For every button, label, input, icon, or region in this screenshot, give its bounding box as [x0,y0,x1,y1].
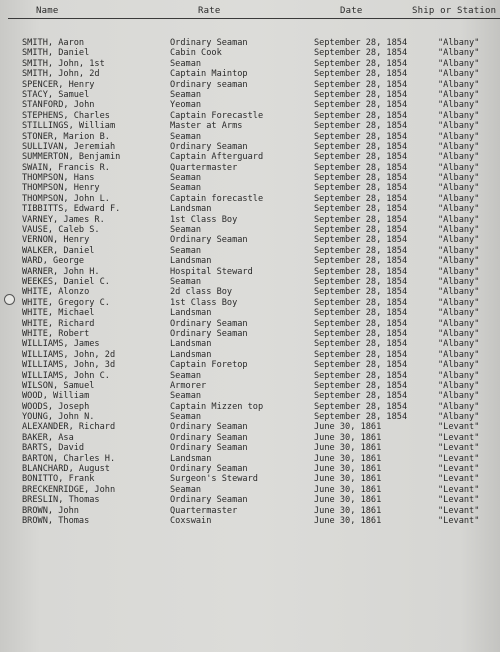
row-date: September 28, 1854 [314,235,408,246]
row-ship: "Albany" [438,131,480,142]
table-row [0,422,500,432]
row-rate: Landsman [170,204,212,215]
row-ship: "Albany" [438,204,480,215]
row-ship: "Albany" [438,266,480,277]
table-row [0,90,500,100]
table-row [0,381,500,391]
row-name: BROWN, John [22,505,79,516]
row-date: September 28, 1854 [314,193,408,204]
row-rate: Seaman [170,484,202,495]
row-ship: "Levant" [438,474,480,485]
row-date: September 28, 1854 [314,245,408,256]
row-name: STACY, Samuel [22,89,90,100]
row-name: WOODS, Joseph [22,401,90,412]
row-rate: Captain Maintop [170,69,248,80]
header-ship: Ship or Station [412,6,497,16]
table-row [0,121,500,131]
row-name: WHITE, Gregory C. [22,297,110,308]
row-rate: Surgeon's Steward [170,474,258,485]
header-rule [8,18,500,19]
row-rate: Armorer [170,380,207,391]
row-rate: Captain Foretop [170,360,248,371]
row-ship: "Albany" [438,370,480,381]
row-name: WILLIAMS, John C. [22,370,110,381]
row-rate: Captain forecastle [170,193,264,204]
row-rate: Landsman [170,339,212,350]
row-ship: "Albany" [438,308,480,319]
row-ship: "Albany" [438,276,480,287]
row-name: THOMPSON, Hans [22,173,95,184]
row-name: WARD, George [22,256,85,267]
row-date: September 28, 1854 [314,214,408,225]
header-name: Name [36,6,59,16]
row-date: June 30, 1861 [314,422,382,433]
row-rate: Ordinary seaman [170,79,248,90]
row-name: BLANCHARD, August [22,464,110,475]
row-ship: "Albany" [438,380,480,391]
table-row [0,100,500,110]
table-row [0,256,500,266]
table-row [0,277,500,287]
row-ship: "Albany" [438,58,480,69]
row-ship: "Levant" [438,495,480,506]
row-ship: "Albany" [438,162,480,173]
row-date: September 28, 1854 [314,287,408,298]
row-rate: 1st Class Boy [170,297,238,308]
row-name: VARNEY, James R. [22,214,105,225]
row-date: September 28, 1854 [314,318,408,329]
table-row [0,183,500,193]
row-rate: Seaman [170,370,202,381]
row-name: WEEKES, Daniel C. [22,276,110,287]
row-rate: Landsman [170,308,212,319]
row-name: SUMMERTON, Benjamin [22,152,121,163]
table-row [0,80,500,90]
row-ship: "Albany" [438,110,480,121]
row-rate: Ordinary Seaman [170,432,248,443]
table-row [0,111,500,121]
table-row [0,443,500,453]
row-rate: Ordinary Seaman [170,235,248,246]
table-row [0,350,500,360]
row-ship: "Albany" [438,349,480,360]
row-name: WHITE, Alonzo [22,287,90,298]
row-date: June 30, 1861 [314,484,382,495]
table-row [0,163,500,173]
row-rate: Hospital Steward [170,266,253,277]
row-ship: "Levant" [438,443,480,454]
table-row [0,308,500,318]
row-rate: Ordinary Seaman [170,422,248,433]
row-rate: Seaman [170,245,202,256]
row-rate: Ordinary Seaman [170,141,248,152]
row-rate: Seaman [170,276,202,287]
row-name: VERNON, Henry [22,235,90,246]
row-ship: "Albany" [438,391,480,402]
table-row [0,329,500,339]
row-rate: Ordinary Seaman [170,464,248,475]
roster-list [0,38,500,526]
row-date: September 28, 1854 [314,141,408,152]
table-row [0,433,500,443]
row-date: September 28, 1854 [314,360,408,371]
table-row [0,371,500,381]
row-ship: "Albany" [438,79,480,90]
row-rate: Seaman [170,131,202,142]
table-row [0,319,500,329]
row-date: June 30, 1861 [314,474,382,485]
row-rate: Captain Forecastle [170,110,264,121]
row-name: SWAIN, Francis R. [22,162,110,173]
table-row [0,464,500,474]
row-ship: "Albany" [438,38,480,48]
row-name: BARTON, Charles H. [22,453,116,464]
row-date: September 28, 1854 [314,38,408,48]
row-name: WOOD, William [22,391,90,402]
row-name: WILLIAMS, John, 3d [22,360,116,371]
table-row [0,38,500,48]
row-rate: Ordinary Seaman [170,318,248,329]
row-rate: Seaman [170,173,202,184]
row-date: September 28, 1854 [314,328,408,339]
row-date: September 28, 1854 [314,79,408,90]
header-date: Date [340,6,363,16]
row-ship: "Albany" [438,339,480,350]
row-date: September 28, 1854 [314,131,408,142]
row-rate: Landsman [170,453,212,464]
table-row [0,485,500,495]
table-row [0,454,500,464]
row-date: September 28, 1854 [314,391,408,402]
row-ship: "Albany" [438,297,480,308]
row-ship: "Levant" [438,464,480,475]
table-row [0,194,500,204]
row-date: September 28, 1854 [314,225,408,236]
row-name: SULLIVAN, Jeremiah [22,141,116,152]
row-ship: "Levant" [438,505,480,516]
row-date: September 28, 1854 [314,380,408,391]
row-date: September 28, 1854 [314,370,408,381]
table-row [0,235,500,245]
row-name: SMITH, Aaron [22,38,85,48]
row-name: SMITH, John, 1st [22,58,105,69]
row-ship: "Albany" [438,141,480,152]
row-date: June 30, 1861 [314,453,382,464]
table-row [0,204,500,214]
row-name: STONER, Marion B. [22,131,110,142]
row-rate: Quartermaster [170,505,238,516]
table-row [0,402,500,412]
row-name: SPENCER, Henry [22,79,95,90]
row-rate: Seaman [170,225,202,236]
table-row [0,298,500,308]
row-ship: "Albany" [438,235,480,246]
row-rate: 2d class Boy [170,287,233,298]
row-ship: "Albany" [438,100,480,111]
row-name: WALKER, Daniel [22,245,95,256]
row-rate: Seaman [170,412,202,423]
row-ship: "Albany" [438,412,480,423]
row-name: VAUSE, Caleb S. [22,225,100,236]
row-ship: "Albany" [438,256,480,267]
row-rate: Seaman [170,89,202,100]
row-name: WHITE, Michael [22,308,95,319]
row-name: WARNER, John H. [22,266,100,277]
row-date: September 28, 1854 [314,58,408,69]
row-date: September 28, 1854 [314,162,408,173]
row-ship: "Albany" [438,287,480,298]
row-date: June 30, 1861 [314,464,382,475]
row-date: June 30, 1861 [314,432,382,443]
row-rate: Quartermaster [170,162,238,173]
row-rate: Captain Afterguard [170,152,264,163]
row-rate: Cabin Cook [170,48,222,59]
row-name: SMITH, John, 2d [22,69,100,80]
table-row [0,506,500,516]
table-row [0,59,500,69]
table-row [0,339,500,349]
row-rate: Seaman [170,391,202,402]
row-name: STEPHENS, Charles [22,110,110,121]
row-rate: Landsman [170,256,212,267]
row-date: June 30, 1861 [314,443,382,454]
row-ship: "Levant" [438,453,480,464]
row-date: September 28, 1854 [314,110,408,121]
row-date: September 28, 1854 [314,401,408,412]
row-name: WILSON, Samuel [22,380,95,391]
row-date: September 28, 1854 [314,69,408,80]
row-name: YOUNG, John N. [22,412,95,423]
row-date: September 28, 1854 [314,412,408,423]
row-ship: "Levant" [438,484,480,495]
row-name: WHITE, Robert [22,328,90,339]
row-date: September 28, 1854 [314,100,408,111]
row-name: WILLIAMS, John, 2d [22,349,116,360]
row-date: September 28, 1854 [314,349,408,360]
row-ship: "Albany" [438,245,480,256]
row-rate: 1st Class Boy [170,214,238,225]
row-ship: "Levant" [438,432,480,443]
row-rate: Ordinary Seaman [170,443,248,454]
row-date: September 28, 1854 [314,89,408,100]
row-name: BONITTO, Frank [22,474,95,485]
table-row [0,173,500,183]
row-rate: Master at Arms [170,121,243,132]
row-date: September 28, 1854 [314,276,408,287]
table-row [0,516,500,526]
table-row [0,267,500,277]
row-rate: Captain Mizzen top [170,401,264,412]
table-row [0,246,500,256]
row-name: TIBBITTS, Edward F. [22,204,121,215]
row-name: STILLINGS, William [22,121,116,132]
table-row [0,152,500,162]
row-rate: Ordinary Seaman [170,38,248,48]
row-ship: "Albany" [438,121,480,132]
row-ship: "Albany" [438,193,480,204]
row-date: September 28, 1854 [314,152,408,163]
row-rate: Seaman [170,58,202,69]
row-name: BROWN, Thomas [22,515,90,526]
row-ship: "Albany" [438,318,480,329]
row-ship: "Albany" [438,214,480,225]
row-date: September 28, 1854 [314,48,408,59]
header-rate: Rate [198,6,221,16]
row-name: BRECKENRIDGE, John [22,484,116,495]
row-date: September 28, 1854 [314,121,408,132]
row-name: BAKER, Asa [22,432,74,443]
row-name: THOMPSON, Henry [22,183,100,194]
row-name: WHITE, Richard [22,318,95,329]
row-ship: "Albany" [438,328,480,339]
row-ship: "Levant" [438,515,480,526]
row-name: THOMPSON, John L. [22,193,110,204]
row-date: September 28, 1854 [314,339,408,350]
table-row [0,360,500,370]
row-ship: "Levant" [438,422,480,433]
table-row [0,215,500,225]
row-date: September 28, 1854 [314,183,408,194]
row-rate: Ordinary Seaman [170,328,248,339]
row-date: June 30, 1861 [314,515,382,526]
row-rate: Yeoman [170,100,202,111]
row-name: BARTS, David [22,443,85,454]
row-ship: "Albany" [438,48,480,59]
table-row [0,225,500,235]
row-ship: "Albany" [438,69,480,80]
row-rate: Ordinary Seaman [170,495,248,506]
row-rate: Landsman [170,349,212,360]
row-date: September 28, 1854 [314,256,408,267]
row-date: June 30, 1861 [314,505,382,516]
table-row [0,69,500,79]
row-ship: "Albany" [438,401,480,412]
row-date: September 28, 1854 [314,173,408,184]
table-row [0,391,500,401]
row-date: September 28, 1854 [314,266,408,277]
table-row [0,48,500,58]
table-row [0,142,500,152]
row-date: September 28, 1854 [314,297,408,308]
row-ship: "Albany" [438,225,480,236]
row-ship: "Albany" [438,173,480,184]
table-row [0,287,500,297]
row-name: WILLIAMS, James [22,339,100,350]
row-name: STANFORD, John [22,100,95,111]
row-ship: "Albany" [438,152,480,163]
row-date: September 28, 1854 [314,308,408,319]
row-date: June 30, 1861 [314,495,382,506]
row-name: BRESLIN, Thomas [22,495,100,506]
table-row [0,474,500,484]
row-name: ALEXANDER, Richard [22,422,116,433]
row-ship: "Albany" [438,183,480,194]
row-ship: "Albany" [438,360,480,371]
row-date: September 28, 1854 [314,204,408,215]
row-ship: "Albany" [438,89,480,100]
row-rate: Coxswain [170,515,212,526]
row-rate: Seaman [170,183,202,194]
table-row [0,412,500,422]
row-name: SMITH, Daniel [22,48,90,59]
table-row [0,132,500,142]
table-row [0,495,500,505]
